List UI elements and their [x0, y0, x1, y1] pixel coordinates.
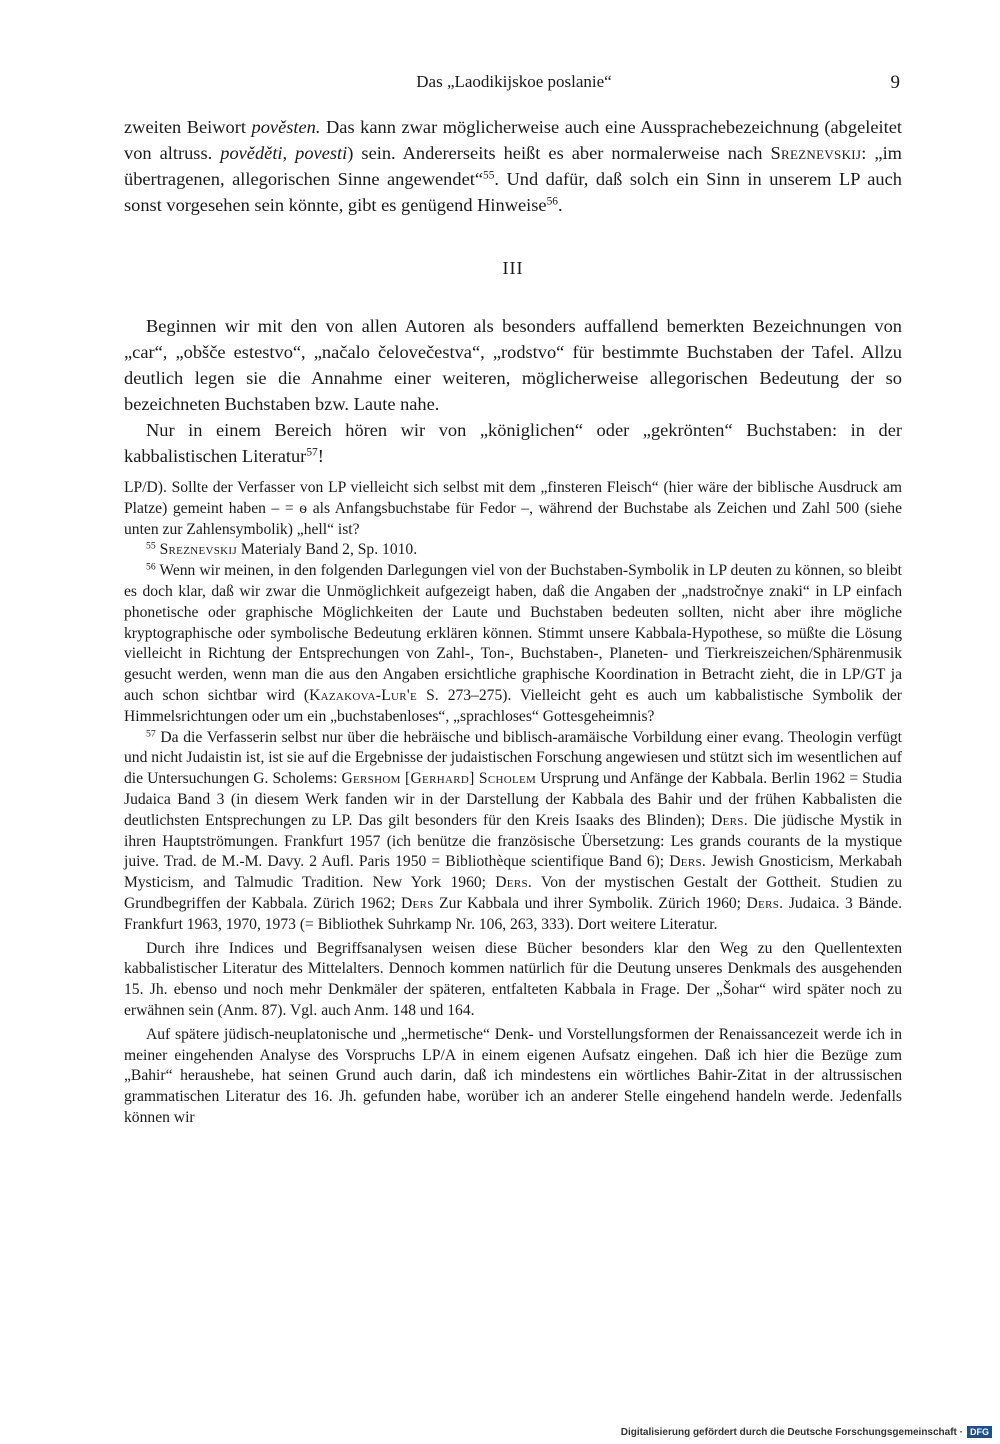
footnote-number: 56 [146, 561, 156, 573]
text-run: Das kann zwar möglicherweise auch eine Aussprachebezeichnung (abgeleitet von altruss. [124, 117, 902, 163]
text-run: zweiten Beiwort [124, 117, 252, 137]
text-run: S. 273–275). Vielleicht geht es auch um kabbalistische Symbolik der Himmelsrichtungen oder um ein „buchstabenloses“, „sprachloses“ Gottesgeheimnis? [124, 686, 902, 725]
author-name: Gershom [Gerhard] Scholem [341, 770, 537, 788]
text-run: Materialy Band 2, Sp. 1010. [236, 541, 418, 559]
footnote-number: 55 [146, 541, 156, 553]
text-run: Jewish Gnosticism, Merkabah Mysticism, and Talmudic Tradition. New York 1960; [124, 853, 903, 892]
author-name: Ders [401, 894, 434, 912]
author-name: Ders. [711, 811, 748, 829]
section-heading: III [502, 258, 524, 278]
text-run: ! [317, 446, 324, 466]
footnote-number: 57 [146, 728, 156, 740]
text-run: ) sein. Andererseits heißt es aber normalerweise nach [347, 143, 771, 163]
text-run: . [557, 195, 563, 215]
paragraph-continued [124, 114, 902, 218]
footnote-paragraph: Durch ihre Indices und Begriffsanalysen weisen diese Bücher besonders klar den Weg zu den Quellentexten kabbalistischer Literatur des Mittelalters. Dennoch kommen natürlich für die Deutung unseres Denkmals des ausgehenden 15. Jh. ebenso und noch mehr Denkmäler der späteren, entfalteten Kabbala in Frage. Der „Šohar“ wird später noch zu erwähnen sein (Anm. 87). Vgl. auch Anm. 148 und 164. [124, 939, 902, 1019]
text-run: Da die Verfasserin selbst nur über die hebräische und biblisch-aramäische Vorbildung einer evang. Theologin verfügt und nicht Judaistin ist, ist sie auf die Ergebnisse der judaistischen Forschung angewiesen und stützt sich im wesentlichen auf die Untersuchungen G. Scholems: [124, 728, 902, 788]
text-run: Wenn wir meinen, in den folgenden Darlegungen viel von der Buchstaben-Symbolik in LP deuten zu können, so bleibt es doch klar, daß wir zwar die Unmöglichkeit aufgezeigt haben, daß die Angaben der „nadstročnye znaki“ in LP einfach phonetische oder graphische Möglichkeiten der Laute und Buchstaben bedeuten sollten, nicht aber ihre mögliche kryptographische oder symbolische Bedeutung erklären können. Stimmt unsere Kabbala-Hypothese, so müßte die Lösung vielleicht in Richtung der Entsprechungen von Zahl-, Ton-, Buchstaben-, Planeten- und Tierkreiszeichen/Sphärenmusik gesucht werden, wenn man die aus den Angaben ersichtliche graphische Koordination in Betracht zieht, die in LP/GT ja auch schon sichtbar wird ( [124, 562, 902, 704]
digitization-credit [621, 1425, 992, 1439]
text-run: Ursprung und Anfänge der Kabbala. Berlin 1962 = Studia Judaica Band 3 (in diesem Werk fanden wir in der Darstellung der Kabbala des Bahir und der frühen Kabbalisten die deutlichsten Entsprechungen zu LP. Das gilt besonders für den Kreis Isaaks des Blinden); [124, 770, 902, 829]
footnote-ref: 56 [546, 195, 558, 208]
footnote-54-continued: LP/D). Sollte der Verfasser von LP vielleicht sich selbst mit dem „finsteren Fleisch“ (hier wäre der biblische Ausdruck am Platze) gemeint haben – = ѳ als Anfangsbuchstabe für Fedor –, während der Buchstabe als Zeichen und Zahl 500 (siehe unten zur Zahlensymbolik) „hell“ ist? [124, 479, 902, 538]
page-header [128, 72, 900, 100]
footnote-paragraph: Auf spätere jüdisch-neuplatonische und „hermetische“ Denk- und Vorstellungsformen der Renaissancezeit werde ich in meiner eingehenden Analyse des Vorspruchs LP/A in einem eigenen Aufsatz eingehen. Daß ich hier die Bezüge zum „Bahir“ heraushebe, hat seinen Grund auch darin, daß ich mindestens ein wörtliches Bahir-Zitat in der altrussischen grammatischen Literatur des 16. Jh. gefunden habe, worüber ich an anderer Stelle eingehend handeln werde. Jedenfalls können wir [124, 1025, 902, 1126]
paragraph [124, 417, 902, 469]
italic-term: pověsten. [251, 117, 321, 137]
credit-text: Digitalisierung gefördert durch die Deutsche Forschungsgemeinschaft · [620, 1426, 963, 1438]
text-run: Die jüdische Mystik in ihren Hauptströmungen. Frankfurt 1957 (ich benütze die französische Übersetzung: Les grands courants de la mystique juive. Trad. de M.-M. Davy. 2 Aufl. Paris 1950 = Bibliothèque scientifique Band 6); [124, 811, 902, 871]
main-paragraph [124, 114, 902, 218]
text-run: Judaica. 3 Bände. Frankfurt 1963, 1970, 1973 (= Bibliothek Suhrkamp Nr. 106, 263, 333). Dort weitere Literatur. [124, 894, 903, 933]
page-number: 9 [890, 72, 900, 93]
author-name: Ders. [669, 853, 707, 871]
paragraph: Beginnen wir mit den von allen Autoren als besonders auffallend bemerkten Bezeichnungen von „car“, „obšče estestvo“, „načalo čelovečestva“, „rodstvo“ für bestimmte Buchstaben der Tafel. Allzu deutlich legen sie die Annahme einer weiteren, möglicherweise allegorischen Bedeutung der so bezeichneten Buchstaben bzw. Laute nahe. [124, 316, 902, 414]
running-title: Das „Laodikijskoe poslanie“ [416, 72, 612, 91]
text-run: : „im übertragenen, allegorischen Sinne angewendet“ [124, 143, 902, 189]
section-body [124, 313, 902, 469]
author-name: Sreznevskij [159, 541, 237, 559]
author-name: Ders. [495, 874, 533, 892]
footnote-56 [124, 561, 902, 727]
text-run: Von der mystischen Gestalt der Gottheit. Studien zu Grundbegriffen der Kabbala. Zürich 1962; [124, 874, 903, 912]
text-run: . Und dafür, daß solch ein Sinn in unserem LP auch sonst vorgesehen sein könnte, gibt es genügend Hinweise [124, 169, 902, 215]
author-name: Sreznevskij [770, 143, 862, 163]
author-name: Ders. [746, 894, 784, 912]
italic-term: pověděti, povesti [220, 143, 348, 163]
text-run: Zur Kabbala und ihrer Symbolik. Zürich 1960; [433, 894, 747, 912]
footnote-ref: 55 [483, 169, 495, 182]
footnote-55 [124, 540, 902, 561]
footnotes [124, 478, 902, 1129]
author-name: Kazakova-Lur'e [309, 686, 418, 704]
footnote-57 [124, 728, 902, 936]
dfg-logo: DFG [967, 1426, 992, 1438]
footnote-ref: 57 [306, 446, 318, 459]
text-run: Nur in einem Bereich hören wir von „königlichen“ oder „gekrönten“ Buchstaben: in der kabbalistischen Literatur [124, 420, 902, 466]
